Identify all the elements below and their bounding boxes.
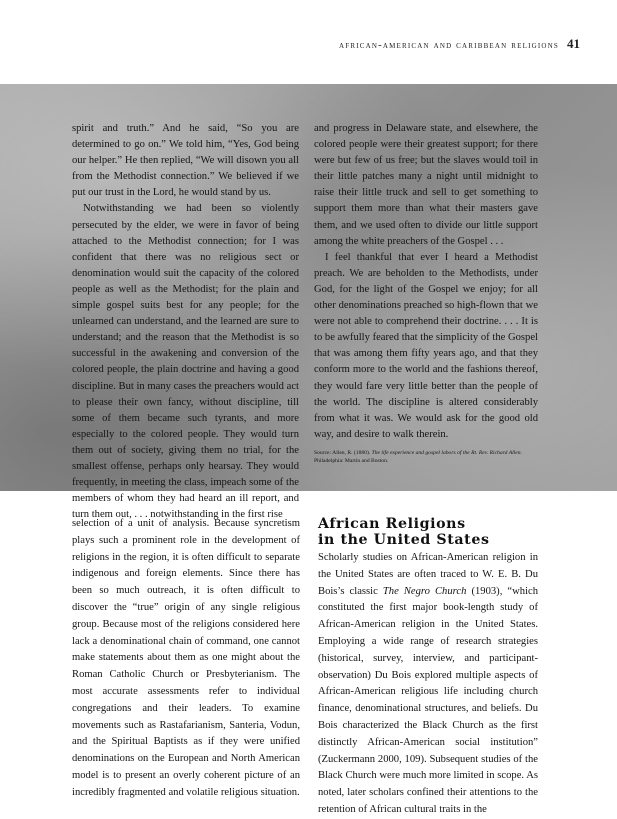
running-title: african-american and caribbean religions xyxy=(339,40,559,51)
sidebar-paragraph: I feel thankful that ever I heard a Methodist preach. We are beholden to the Methodists, under God, for the light of the Gospel we enjoy; for all other denominations preached so high-flown that we were not able to comprehend their doctrine. . . . It is to be awfully feared that the simplicity of the Gospel that was among them fifty years ago, and that they conform more to the world and the fashions thereof, they would fare very little better than the people of the world. The discipline is altered considerably from what it was. We would ask for the good old way, and desire to walk therein. xyxy=(314,251,538,440)
section-heading-line1: African Religions xyxy=(318,516,466,532)
running-head xyxy=(280,36,580,52)
source-prefix: Source: Allen, R. (1880). xyxy=(314,449,372,456)
body-paragraph: selection of a unit of analysis. Because syncretism plays such a prominent role in the development of religions in the region, it is often difficult to separate indigenous and foreign elements. Since there has been so much outreach, it is often difficult to discover the “true” origin of any single religious group. Because most of the religions considered here lack a denominational chain of command, one cannot make statements about them as one might about the Roman Catholic Church or Presbyterianism. The most accurate assessments refer to individual congregations and their leaders. To examine movements such as Rastafarianism, Santeria, Vodun, and the Spiritual Baptists as if they were unified denominations on the European and North American model is to present an overly coherent picture of an incredibly fragmented and volatile religious situation. xyxy=(72,518,300,798)
body-text-segment: Scholarly studies on African-American religion in the United States are often traced to W. E. B. Du Bois’s classic xyxy=(318,552,538,597)
source-citation xyxy=(314,449,538,465)
body-left-column xyxy=(72,516,300,802)
sidebar-left-column xyxy=(72,121,299,523)
body-text-segment: (1903), “which constituted the first major book-length study of African-American religion in the United States. Employing a wide range of research strategies (historical, survey, interview, and participant-observation) Du Bois explored multiple aspects of African-American religious life including church finance, denominational structures, and beliefs. Du Bois characterized the Black Church as the first distinctly African-American social institution” (Zuckermann 2000, 109). Subsequent studies of the Black Church were much more limited in scope. As noted, later scholars confined their attentions to the retention of African cultural traits in the xyxy=(318,585,539,815)
page-number: 41 xyxy=(567,36,580,51)
book-title: The Negro Church xyxy=(382,585,467,597)
source-suffix: Philadelphia: Martin and Boston. xyxy=(314,457,389,464)
body-right-column xyxy=(318,516,538,819)
sidebar-paragraph: Notwithstanding we had been so violently persecuted by the elder, we were in favor of being attached to the Methodist connection; for I was confident that there was no religious sect or denomination would suit the capacity of the colored people as well as the Methodist; for the plain and simple gospel suits best for any people; for the unlearned can understand, and the learned are sure to understand; and the reason that the Methodist is so successful in the awakening and conversion of the colored people, the plain doctrine and having a good discipline. But in many cases the preachers would act to please their own fancy, without discipline, till some of them became such tyrants, and more especially to the colored people. They would turn them out of society, giving them no trial, for the smallest offense, perhaps only hearsay. They would frequently, in meeting the class, impeach some of the members of whom they had heard an ill report, and turn them out, . . . notwithstanding in the first rise xyxy=(72,203,299,521)
sidebar-right-column xyxy=(314,121,538,465)
sidebar-box xyxy=(0,84,617,521)
section-heading xyxy=(318,516,538,548)
sidebar-paragraph: spirit and truth.” And he said, “So you are determined to go on.” We told him, “Yes, God being our helper.” He then replied, “We will disown you all from the Methodist connection.” We believed if we put our trust in the Lord, he would stand by us. xyxy=(72,123,299,199)
body-paragraph xyxy=(318,550,538,819)
sidebar-paragraph: and progress in Delaware state, and elsewhere, the colored people were their greatest support; for there were but few of us free; but the slaves would toil in their little patches many a night until midnight to raise their little truck and sell to get something to support them more than what their masters gave them, and we used often to divide our little support among the white preachers of the Gospel . . . xyxy=(314,123,538,247)
section-heading-line2: in the United States xyxy=(318,532,490,548)
source-title: The life experience and gospel labors of the Rt. Rev. Richard Allen. xyxy=(371,449,522,456)
